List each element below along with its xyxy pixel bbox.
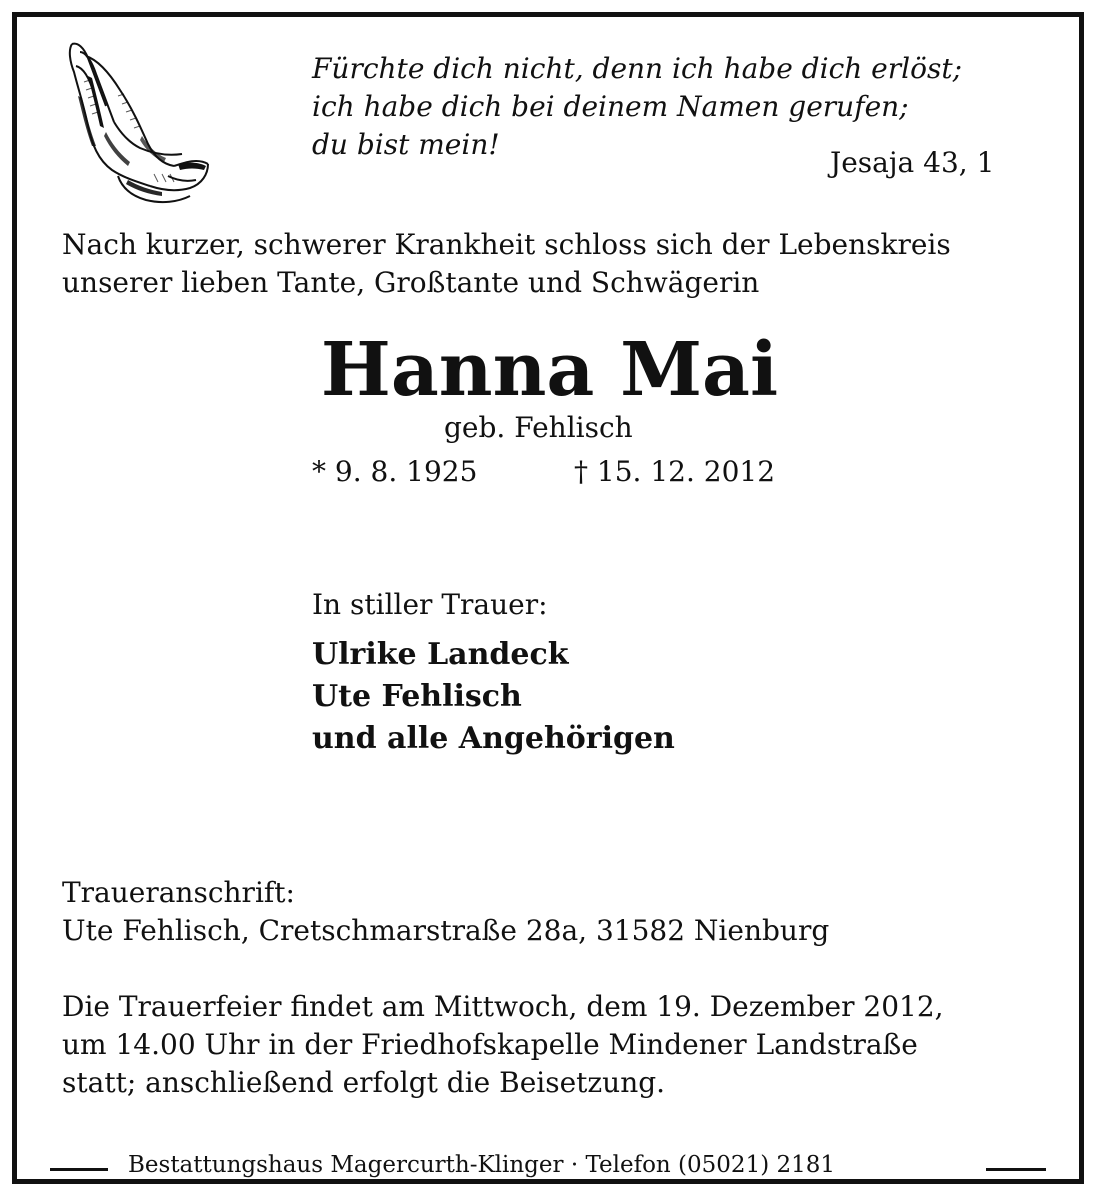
funeral-home-footer: Bestattungshaus Magercurth-Klinger · Telefon (05021) 2181 (128, 1152, 836, 1178)
mourner-name: und alle Angehörigen (312, 721, 675, 756)
verse-reference: Jesaja 43, 1 (830, 146, 995, 179)
funeral-line: Die Trauerfeier findet am Mittwoch, dem 19. Dezember 2012, (62, 990, 944, 1023)
intro-text (62, 226, 951, 302)
verse-line: du bist mein! (312, 128, 500, 161)
death-date: † 15. 12. 2012 (574, 455, 776, 488)
address-value: Ute Fehlisch, Cretschmarstraße 28a, 31582 Nienburg (62, 914, 830, 947)
verse-line: ich habe dich bei deinem Namen gerufen; (312, 90, 909, 123)
funeral-info (62, 988, 944, 1102)
deceased-name: Hanna Mai (320, 327, 779, 413)
deceased-name-block (0, 326, 1099, 414)
praying-hands-icon (58, 36, 218, 206)
mourner-name: Ulrike Landeck (312, 637, 569, 672)
mourners-label: In stiller Trauer: (312, 588, 548, 621)
mourners-list (312, 634, 675, 760)
funeral-line: statt; anschließend erfolgt die Beisetzung. (62, 1066, 666, 1099)
footer-rule (50, 1168, 108, 1171)
address-label: Traueranschrift: (62, 876, 295, 909)
mourning-address (62, 874, 829, 950)
verse-line: Fürchte dich nicht, denn ich habe dich erlöst; (312, 52, 963, 85)
mourner-name: Ute Fehlisch (312, 679, 522, 714)
footer-rule (986, 1168, 1046, 1171)
maiden-name: geb. Fehlisch (444, 411, 633, 444)
birth-date: * 9. 8. 1925 (312, 455, 478, 488)
intro-line: Nach kurzer, schwerer Krankheit schloss sich der Lebenskreis (62, 228, 951, 261)
funeral-line: um 14.00 Uhr in der Friedhofskapelle Mindener Landstraße (62, 1028, 918, 1061)
intro-line: unserer lieben Tante, Großtante und Schwägerin (62, 266, 760, 299)
